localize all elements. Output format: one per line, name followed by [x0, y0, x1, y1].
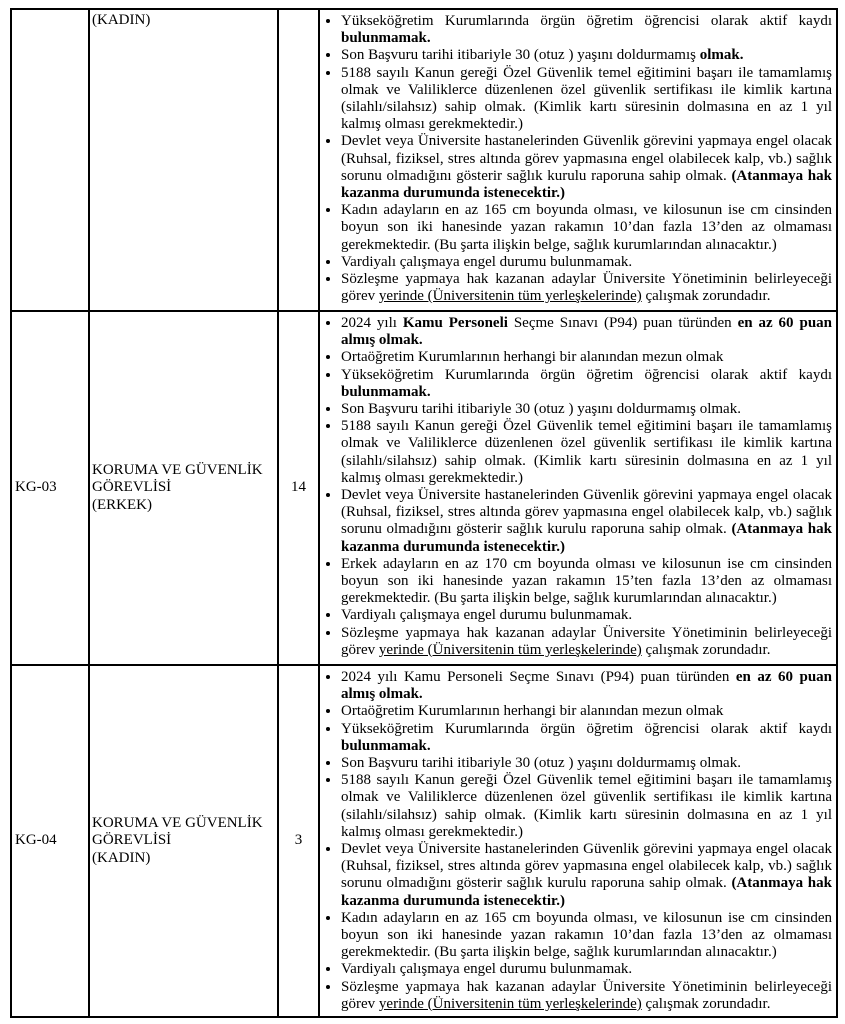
- requirement-item: • Erkek adayların en az 170 cm boyunda olması ve kilosunun ise cm cinsinden boyun son iki hanesinde yazan rakamın 15’ten fazla 13’den az olmaması gerekmektedir. (Bu şarta ilişkin belge, sağlık kurumlarından alınacaktır.): [341, 556, 832, 608]
- requirement-item: • 2024 yılı Kamu Personeli Seçme Sınavı (P94) puan türünden en az 60 puan almış olmak.: [341, 669, 832, 703]
- requirement-item: • Vardiyalı çalışmaya engel durumu bulunmamak.: [341, 607, 832, 624]
- requirement-item: • Vardiyalı çalışmaya engel durumu bulunmamak.: [341, 961, 832, 978]
- position-gender: (ERKEK): [92, 496, 152, 513]
- position-count: 3: [294, 832, 303, 849]
- requirements-cell: [319, 665, 837, 1017]
- table-row: [11, 665, 837, 1017]
- position-title: KORUMA VE GÜVENLİK GÖREVLİSİ: [92, 815, 263, 849]
- code-cell: [11, 9, 89, 311]
- requirement-item: • Vardiyalı çalışmaya engel durumu bulunmamak.: [341, 254, 832, 271]
- requirements-list: [321, 13, 832, 305]
- table-row: [11, 311, 837, 665]
- position-code: KG-04: [15, 832, 57, 849]
- requirement-item: • Ortaöğretim Kurumlarının herhangi bir alanından mezun olmak: [341, 349, 832, 366]
- position-gender: (KADIN): [92, 849, 151, 866]
- table-row: [11, 9, 837, 311]
- requirement-item: • Sözleşme yapmaya hak kazanan adaylar Üniversite Yönetiminin belirleyeceği görev yerinde (Üniversitenin tüm yerleşkelerinde) çalışmak zorundadır.: [341, 979, 832, 1013]
- requirement-item: • Devlet veya Üniversite hastanelerinden Güvenlik görevini yapmaya engel olacak (Ruhsal, fiziksel, stres altında görev yapmasına engel olabilecek kalp, vb.) sağlık sorunu olmadığını gösterir sağlık kurulu raporuna sahip olmak. (Atanmaya hak kazanma durumunda istenecektir.): [341, 841, 832, 910]
- positions-table-body: [11, 9, 837, 1017]
- requirement-item: • Kadın adayların en az 165 cm boyunda olması, ve kilosunun ise cm cinsinden boyun son iki hanesinde yazan rakamın 10’dan fazla 13’den az olmaması gerekmektedir. (Bu şarta ilişkin belge, sağlık kurumlarından alınacaktır.): [341, 910, 832, 962]
- requirement-item: • 5188 sayılı Kanun gereği Özel Güvenlik temel eğitimini başarı ile tamamlamış olmak ve Valiliklerce düzenlenen özel güvenlik sertifikası ile kimlik kartına (silahlı/silahsız) sahip olmak. (Kimlik kartı süresinin dolmasına en az 1 yıl kalmış olması gerekmektedir.): [341, 418, 832, 487]
- requirement-item: • Devlet veya Üniversite hastanelerinden Güvenlik görevini yapmaya engel olacak (Ruhsal, fiziksel, stres altında görev yapmasına engel olabilecek kalp, vb.) sağlık sorunu olmadığını gösterir sağlık kurulu raporuna sahip olmak. (Atanmaya hak kazanma durumunda istenecektir.): [341, 133, 832, 202]
- position-title: KORUMA VE GÜVENLİK GÖREVLİSİ: [92, 462, 263, 496]
- position-code: KG-03: [15, 479, 57, 496]
- requirement-item: • Sözleşme yapmaya hak kazanan adaylar Üniversite Yönetiminin belirleyeceği görev yerinde (Üniversitenin tüm yerleşkelerinde) çalışmak zorundadır.: [341, 271, 832, 305]
- requirement-item: • 5188 sayılı Kanun gereği Özel Güvenlik temel eğitimini başarı ile tamamlamış olmak ve Valiliklerce düzenlenen özel güvenlik sertifikası ile kimlik kartına (silahlı/silahsız) sahip olmak. (Kimlik kartı süresinin dolmasına en az 1 yıl kalmış olması gerekmektedir.): [341, 65, 832, 134]
- positions-table: [10, 8, 838, 1018]
- code-cell: [11, 665, 89, 1017]
- requirement-item: • Kadın adayların en az 165 cm boyunda olması, ve kilosunun ise cm cinsinden boyun son iki hanesinde yazan rakamın 10’dan fazla 13’den az olmaması gerekmektedir. (Bu şarta ilişkin belge, sağlık kurumlarından alınacaktır.): [341, 202, 832, 254]
- requirements-cell: [319, 311, 837, 665]
- title-cell: [89, 665, 278, 1017]
- requirement-item: • Devlet veya Üniversite hastanelerinden Güvenlik görevini yapmaya engel olacak (Ruhsal, fiziksel, stres altında görev yapmasına engel olabilecek kalp, vb.) sağlık sorunu olmadığını gösterir sağlık kurulu raporuna sahip olmak. (Atanmaya hak kazanma durumunda istenecektir.): [341, 487, 832, 556]
- requirement-item: • Son Başvuru tarihi itibariyle 30 (otuz ) yaşını doldurmamış olmak.: [341, 47, 832, 64]
- title-cell: [89, 311, 278, 665]
- position-count: 14: [291, 479, 306, 496]
- requirement-item: • Yükseköğretim Kurumlarında örgün öğretim öğrencisi olarak aktif kaydı bulunmamak.: [341, 13, 832, 47]
- requirement-item: • Yükseköğretim Kurumlarında örgün öğretim öğrencisi olarak aktif kaydı bulunmamak.: [341, 367, 832, 401]
- position-gender: (KADIN): [92, 12, 151, 28]
- requirement-item: • Son Başvuru tarihi itibariyle 30 (otuz ) yaşını doldurmamış olmak.: [341, 401, 832, 418]
- count-cell: [278, 665, 319, 1017]
- requirement-item: • 5188 sayılı Kanun gereği Özel Güvenlik temel eğitimini başarı ile tamamlamış olmak ve Valiliklerce düzenlenen özel güvenlik sertifikası ile kimlik kartına (silahlı/silahsız) sahip olmak. (Kimlik kartı süresinin dolmasına en az 1 yıl kalmış olması gerekmektedir.): [341, 772, 832, 841]
- requirements-list: [321, 669, 832, 1013]
- count-cell: [278, 9, 319, 311]
- requirements-list: [321, 315, 832, 659]
- requirement-item: • Sözleşme yapmaya hak kazanan adaylar Üniversite Yönetiminin belirleyeceği görev yerinde (Üniversitenin tüm yerleşkelerinde) çalışmak zorundadır.: [341, 625, 832, 659]
- count-cell: [278, 311, 319, 665]
- requirements-cell: [319, 9, 837, 311]
- requirement-item: • Son Başvuru tarihi itibariyle 30 (otuz ) yaşını doldurmamış olmak.: [341, 755, 832, 772]
- title-cell: [89, 9, 278, 311]
- requirement-item: • Yükseköğretim Kurumlarında örgün öğretim öğrencisi olarak aktif kaydı bulunmamak.: [341, 721, 832, 755]
- requirement-item: • 2024 yılı Kamu Personeli Seçme Sınavı (P94) puan türünden en az 60 puan almış olmak.: [341, 315, 832, 349]
- requirement-item: • Ortaöğretim Kurumlarının herhangi bir alanından mezun olmak: [341, 703, 832, 720]
- code-cell: [11, 311, 89, 665]
